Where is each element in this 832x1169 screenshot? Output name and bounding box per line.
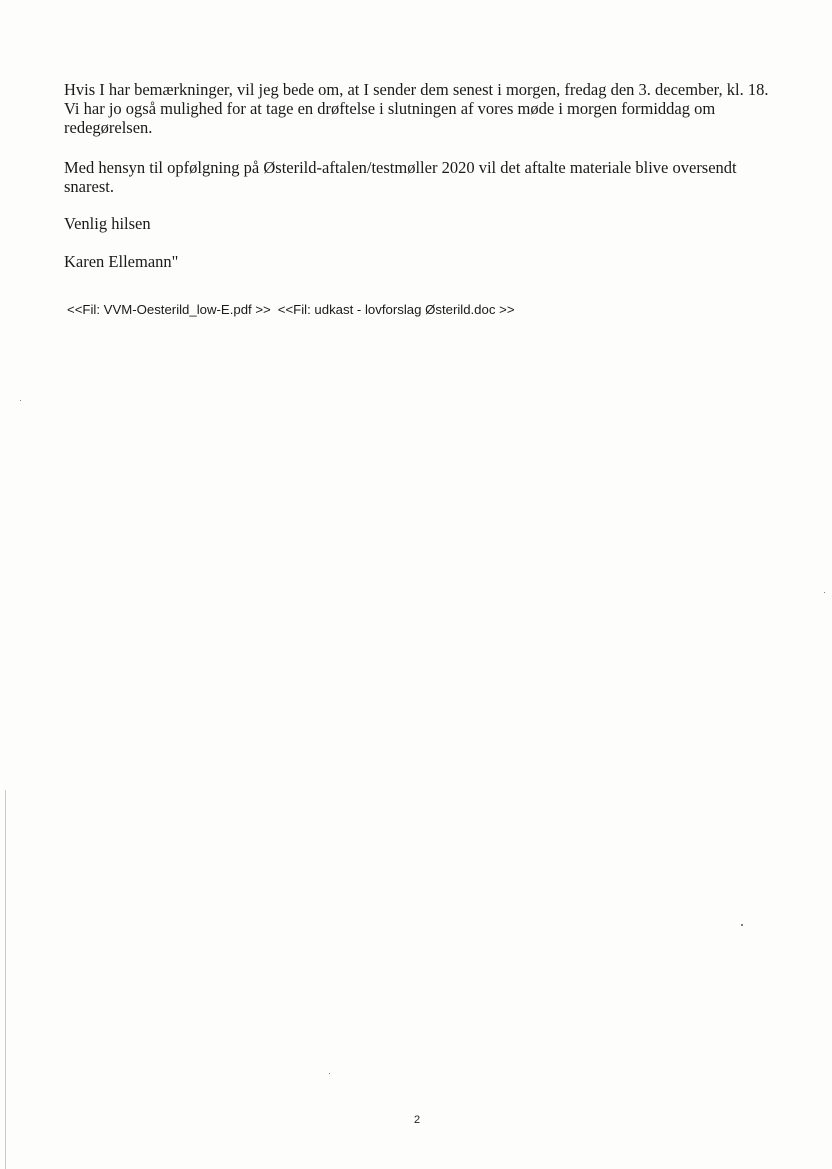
paragraph-follow-up xyxy=(64,158,804,196)
text-line: Vi har jo også mulighed for at tage en drøftelse i slutningen af vores møde i morgen formiddag om xyxy=(64,99,716,118)
paragraph-comments-deadline xyxy=(64,80,804,137)
scan-speck xyxy=(741,924,743,926)
signature-text: Karen Ellemann" xyxy=(64,252,179,271)
closing-greeting xyxy=(64,214,804,233)
attachment-doc[interactable]: <<Fil: udkast - lovforslag Østerild.doc >> xyxy=(277,302,515,317)
scan-speck xyxy=(824,592,825,593)
scan-speck xyxy=(329,1073,330,1074)
signature-name xyxy=(64,252,804,271)
scan-speck xyxy=(20,400,21,401)
text-line: snarest. xyxy=(64,177,114,196)
text-line: Hvis I har bemærkninger, vil jeg bede om, at I sender dem senest i morgen, fredag den 3. december, kl. 18. xyxy=(64,80,769,99)
attachment-pdf[interactable]: <<Fil: VVM-Oesterild_low-E.pdf >> xyxy=(67,302,271,317)
text-line: redegørelsen. xyxy=(64,118,153,137)
text-line: Med hensyn til opfølgning på Østerild-aftalen/testmøller 2020 vil det aftalte materiale blive oversendt xyxy=(64,158,737,177)
page-number: 2 xyxy=(414,1114,421,1126)
greeting-text: Venlig hilsen xyxy=(64,214,151,233)
scan-edge-line xyxy=(5,790,6,1169)
attachment-list xyxy=(67,302,515,318)
